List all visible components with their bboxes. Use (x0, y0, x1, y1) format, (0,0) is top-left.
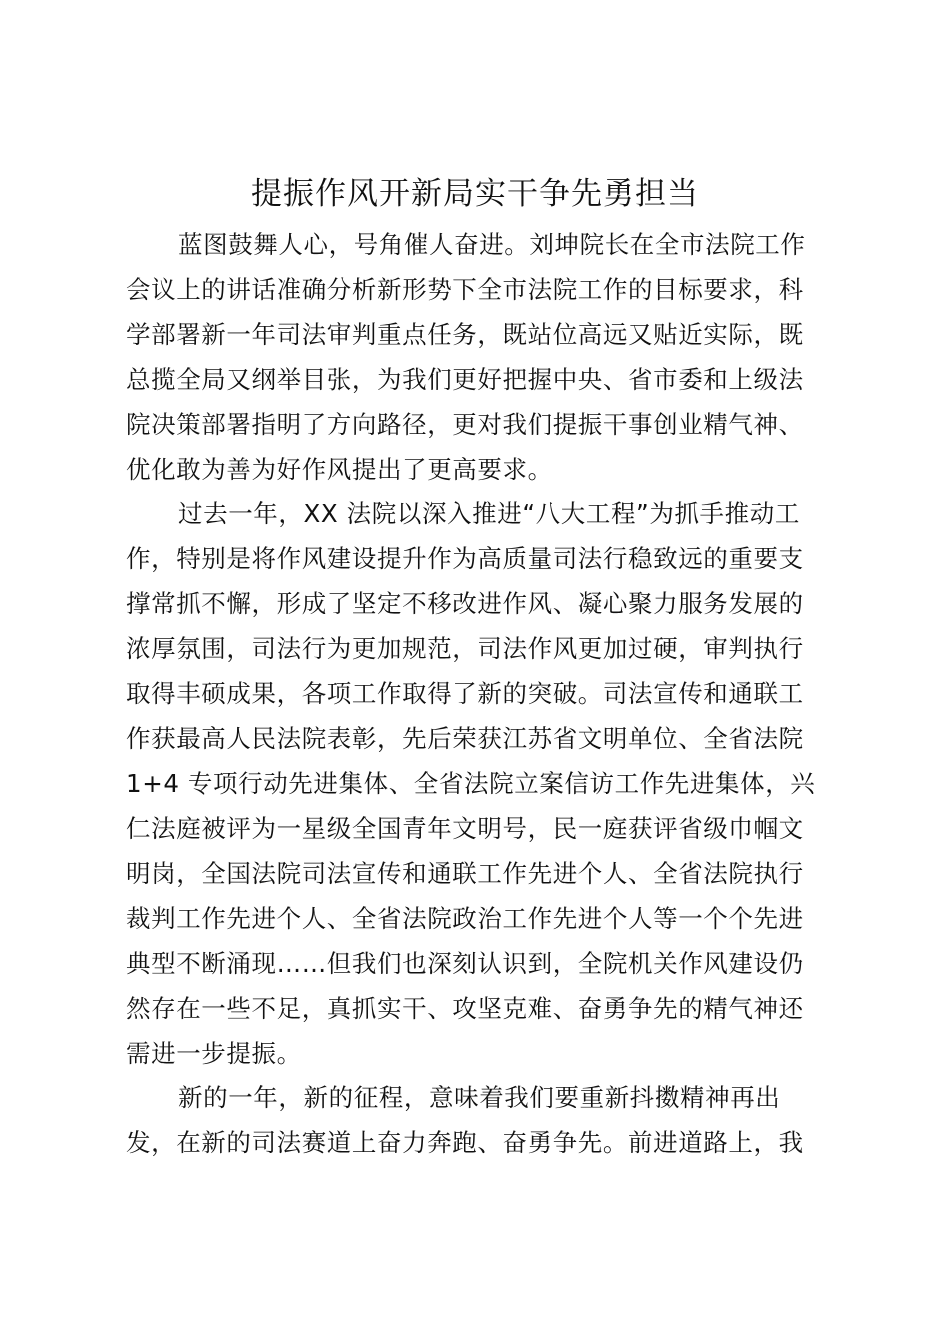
paragraph-3-line-2: 发，在新的司法赛道上奋力奔跑、奋勇争先。前进道路上，我 (126, 1128, 804, 1157)
document-title: 提振作风开新局实干争先勇担当 (251, 176, 699, 212)
paragraph-2-line-8: 仁法庭被评为一星级全国青年文明号，民一庭获评省级巾帼文 (126, 814, 804, 843)
paragraph-3-line-1: 新的一年，新的征程，意味着我们要重新抖擞精神再出 (178, 1083, 781, 1112)
paragraph-2-line-11: 典型不断涌现……但我们也深刻认识到，全院机关作风建设仍 (126, 949, 804, 978)
paragraph-2-line-7: 1+4 专项行动先进集体、全省法院立案信访工作先进集体，兴 (126, 769, 816, 798)
paragraph-1-line-1: 蓝图鼓舞人心，号角催人奋进。刘坤院长在全市法院工作 (178, 230, 806, 259)
paragraph-2-line-13: 需进一步提振。 (126, 1039, 302, 1068)
paragraph-2-line-5: 取得丰硕成果，各项工作取得了新的突破。司法宣传和通联工 (126, 679, 804, 708)
paragraph-2-line-6: 作获最高人民法院表彰，先后荣获江苏省文明单位、全省法院 (126, 724, 804, 753)
paragraph-1-line-6: 优化敢为善为好作风提出了更高要求。 (126, 455, 553, 484)
paragraph-1-line-4: 总揽全局又纲举目张，为我们更好把握中央、省市委和上级法 (126, 365, 804, 394)
paragraph-2-line-1: 过去一年，XX 法院以深入推进“八大工程”为抓手推动工 (178, 499, 800, 528)
paragraph-2-line-2: 作，特别是将作风建设提升作为高质量司法行稳致远的重要支 (126, 544, 804, 573)
paragraph-1-line-2: 会议上的讲话准确分析新形势下全市法院工作的目标要求，科 (126, 275, 804, 304)
paragraph-2-line-12: 然存在一些不足，真抓实干、攻坚克难、奋勇争先的精气神还 (126, 994, 804, 1023)
paragraph-1-line-3: 学部署新一年司法审判重点任务，既站位高远又贴近实际，既 (126, 320, 804, 349)
paragraph-1-line-5: 院决策部署指明了方向路径，更对我们提振干事创业精气神、 (126, 410, 804, 439)
paragraph-2-line-9: 明岗，全国法院司法宣传和通联工作先进个人、全省法院执行 (126, 859, 804, 888)
paragraph-2-line-3: 撑常抓不懈，形成了坚定不移改进作风、凝心聚力服务发展的 (126, 589, 804, 618)
paragraph-2-line-10: 裁判工作先进个人、全省法院政治工作先进个人等一个个先进 (126, 904, 804, 933)
paragraph-2-line-4: 浓厚氛围，司法行为更加规范，司法作风更加过硬，审判执行 (126, 634, 804, 663)
